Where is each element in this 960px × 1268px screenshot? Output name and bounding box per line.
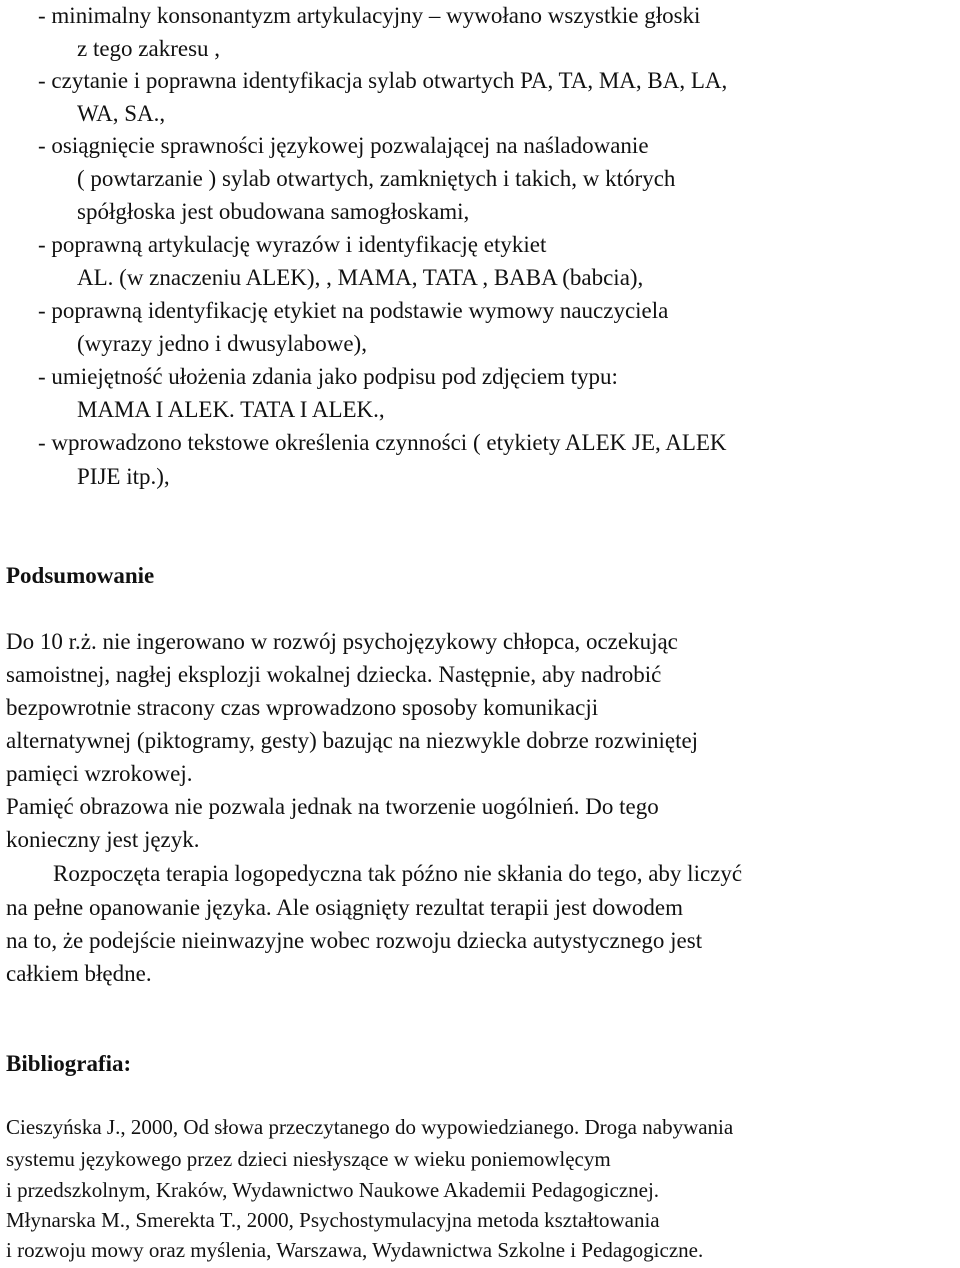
list-line: - poprawną artykulację wyrazów i identyfikację etykiet (38, 232, 547, 257)
summary-line: alternatywnej (piktogramy, gesty) bazując na niezwykle dobrze rozwiniętej (6, 728, 699, 753)
summary-line: Do 10 r.ż. nie ingerowano w rozwój psychojęzykowy chłopca, oczekując (6, 629, 678, 654)
list-line: spółgłoska jest obudowana samogłoskami, (77, 199, 470, 224)
summary-heading: Podsumowanie (6, 563, 155, 588)
bibliography-line: Cieszyńska J., 2000, Od słowa przeczytanego do wypowiedzianego. Droga nabywania (6, 1115, 734, 1139)
summary-line: pamięci wzrokowej. (6, 761, 193, 786)
summary-line: bezpowrotnie stracony czas wprowadzono sposoby komunikacji (6, 695, 599, 720)
summary-line: całkiem błędne. (6, 961, 152, 986)
bibliography-line: i przedszkolnym, Kraków, Wydawnictwo Naukowe Akademii Pedagogicznej. (6, 1178, 660, 1202)
bibliography-heading: Bibliografia: (6, 1051, 132, 1076)
list-line: - umiejętność ułożenia zdania jako podpisu pod zdjęciem typu: (38, 364, 618, 389)
summary-line: samoistnej, nagłej eksplozji wokalnej dziecka. Następnie, aby nadrobić (6, 662, 662, 687)
list-line: (wyrazy jedno i dwusylabowe), (77, 331, 367, 356)
summary-line: na to, że podejście nieinwazyjne wobec rozwoju dziecka autystycznego jest (6, 928, 703, 953)
bibliography-line: i rozwoju mowy oraz myślenia, Warszawa, Wydawnictwa Szkolne i Pedagogiczne. (6, 1238, 704, 1262)
bibliography-line: systemu językowego przez dzieci niesłyszące w wieku poniemowlęcym (6, 1147, 611, 1171)
list-line: AL. (w znaczeniu ALEK), , MAMA, TATA , BABA (babcia), (77, 265, 644, 290)
list-line: - poprawną identyfikację etykiet na podstawie wymowy nauczyciela (38, 298, 669, 323)
summary-line: na pełne opanowanie języka. Ale osiągnięty rezultat terapii jest dowodem (6, 895, 683, 920)
list-line: - minimalny konsonantyzm artykulacyjny – wywołano wszystkie głoski (38, 3, 701, 28)
bibliography-line: Młynarska M., Smerekta T., 2000, Psychostymulacyjna metoda kształtowania (6, 1208, 660, 1232)
list-line: WA, SA., (77, 101, 166, 126)
list-line: - czytanie i poprawna identyfikacja sylab otwartych PA, TA, MA, BA, LA, (38, 68, 728, 93)
list-line: PIJE itp.), (77, 464, 170, 489)
list-line: z tego zakresu , (77, 36, 221, 61)
summary-line: konieczny jest język. (6, 827, 200, 852)
summary-line: Pamięć obrazowa nie pozwala jednak na tworzenie uogólnień. Do tego (6, 794, 659, 819)
summary-line: Rozpoczęta terapia logopedyczna tak późno nie skłania do tego, aby liczyć (53, 861, 743, 886)
list-line: - osiągnięcie sprawności językowej pozwalającej na naśladowanie (38, 133, 649, 158)
list-line: ( powtarzanie ) sylab otwartych, zamkniętych i takich, w których (77, 166, 676, 191)
list-line: - wprowadzono tekstowe określenia czynności ( etykiety ALEK JE, ALEK (38, 430, 727, 455)
list-line: MAMA I ALEK. TATA I ALEK., (77, 397, 385, 422)
